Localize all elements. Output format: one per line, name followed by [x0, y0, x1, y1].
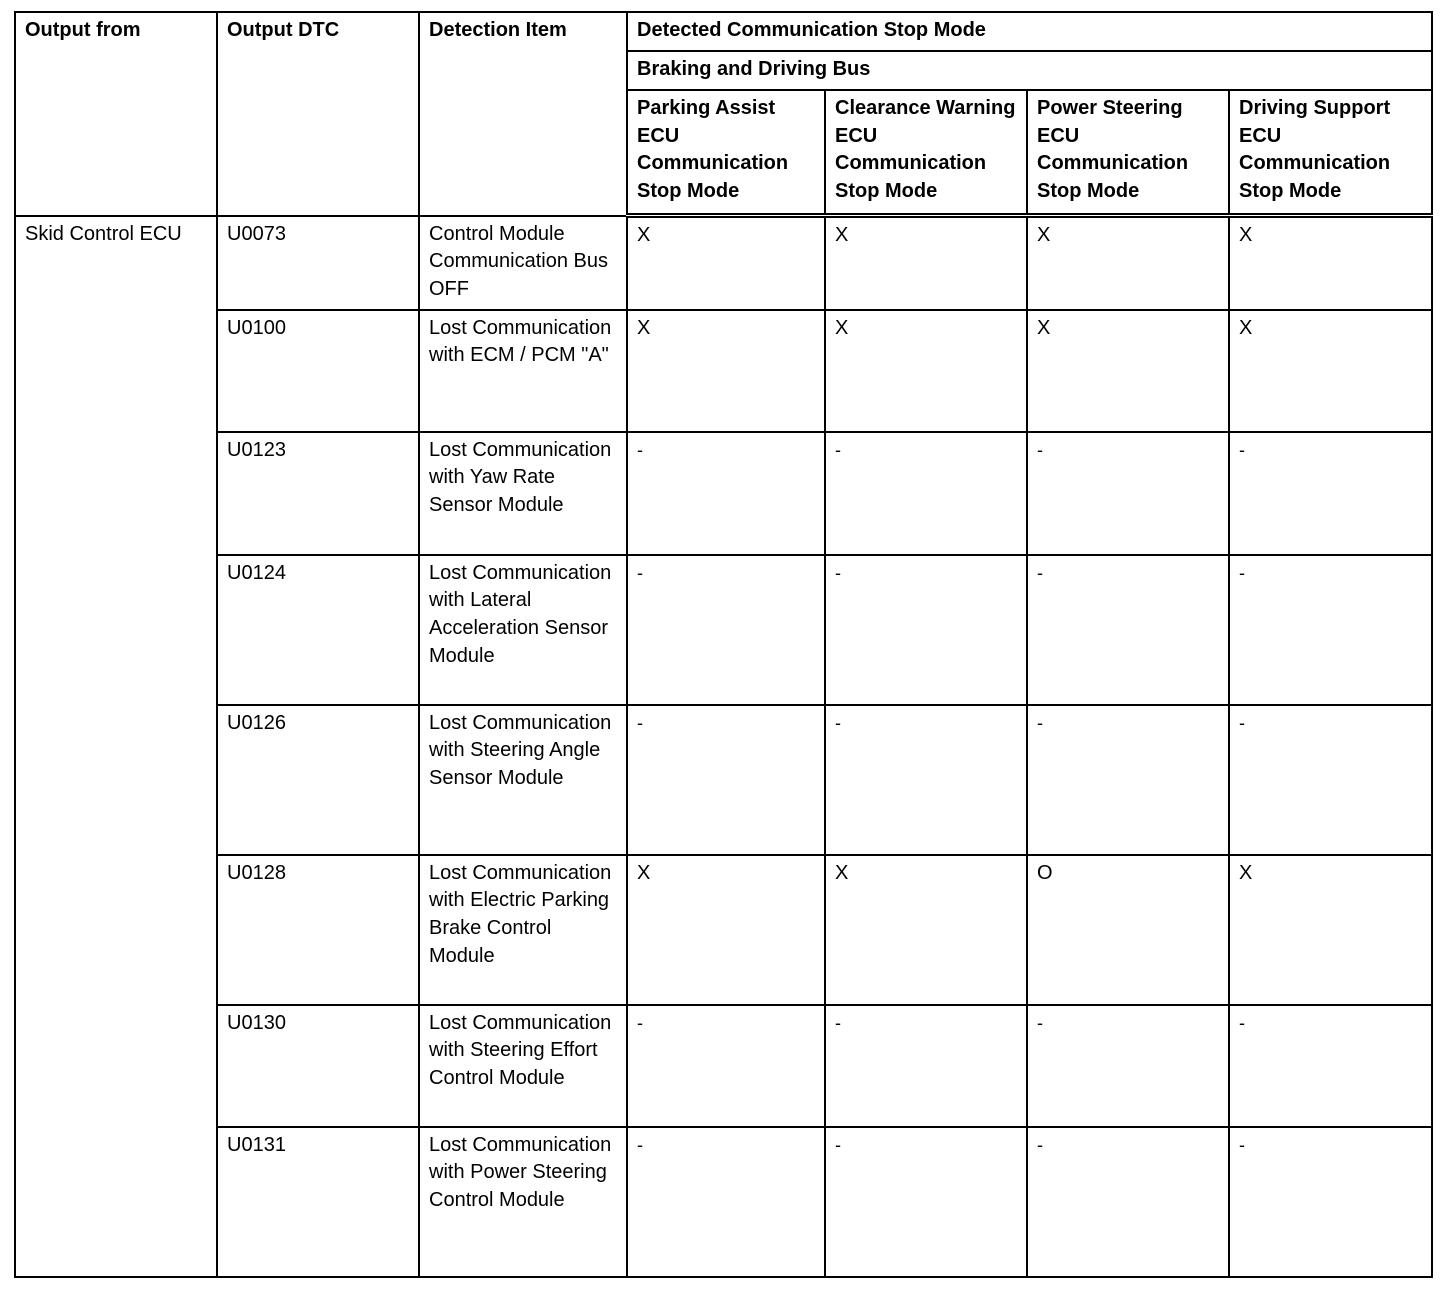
- detection-item: Lost Communication with Power Steering Control Module: [419, 1127, 627, 1277]
- header-detected-stop-mode: Detected Communication Stop Mode: [627, 12, 1432, 51]
- mark-cell: -: [1229, 1127, 1432, 1277]
- mark-cell: -: [1229, 555, 1432, 705]
- mark-cell: -: [1027, 705, 1229, 855]
- detection-item: Lost Communication with ECM / PCM "A": [419, 310, 627, 432]
- detection-item: Lost Communication with Lateral Acceleration Sensor Module: [419, 555, 627, 705]
- header-output-from: Output from: [15, 12, 217, 216]
- detection-item: Lost Communication with Steering Effort Control Module: [419, 1005, 627, 1127]
- table-row: [15, 216, 1432, 310]
- header-driving-support: Driving Support ECU Communication Stop Mode: [1229, 90, 1432, 216]
- header-parking-assist: Parking Assist ECU Communication Stop Mode: [627, 90, 825, 216]
- detection-item: Lost Communication with Steering Angle Sensor Module: [419, 705, 627, 855]
- header-detection-item: Detection Item: [419, 12, 627, 216]
- mark-cell: O: [1027, 855, 1229, 1005]
- mark-cell: X: [627, 216, 825, 310]
- mark-cell: -: [825, 1127, 1027, 1277]
- dtc-code: U0100: [217, 310, 419, 432]
- mark-cell: -: [1229, 705, 1432, 855]
- detection-item: Lost Communication with Yaw Rate Sensor Module: [419, 432, 627, 555]
- header-output-dtc: Output DTC: [217, 12, 419, 216]
- mark-cell: X: [825, 855, 1027, 1005]
- mark-cell: -: [1027, 1127, 1229, 1277]
- mark-cell: -: [627, 432, 825, 555]
- mark-cell: -: [627, 705, 825, 855]
- mark-cell: X: [1027, 216, 1229, 310]
- table-row: [15, 432, 1432, 555]
- dtc-code: U0128: [217, 855, 419, 1005]
- table-row: [15, 555, 1432, 705]
- mark-cell: X: [1027, 310, 1229, 432]
- mark-cell: -: [825, 1005, 1027, 1127]
- detection-item: Control Module Communication Bus OFF: [419, 216, 627, 310]
- mark-cell: X: [627, 855, 825, 1005]
- dtc-code: U0123: [217, 432, 419, 555]
- dtc-code: U0130: [217, 1005, 419, 1127]
- mark-cell: -: [627, 555, 825, 705]
- dtc-table: [14, 11, 1433, 1278]
- mark-cell: X: [825, 310, 1027, 432]
- mark-cell: -: [1229, 1005, 1432, 1127]
- table-row: [15, 855, 1432, 1005]
- mark-cell: X: [825, 216, 1027, 310]
- header-braking-driving-bus: Braking and Driving Bus: [627, 51, 1432, 90]
- mark-cell: X: [1229, 855, 1432, 1005]
- table-row: [15, 1127, 1432, 1277]
- header-power-steering: Power Steering ECU Communication Stop Mode: [1027, 90, 1229, 216]
- mark-cell: -: [627, 1005, 825, 1127]
- output-from-cell: Skid Control ECU: [15, 216, 217, 1277]
- mark-cell: -: [1027, 555, 1229, 705]
- mark-cell: -: [825, 555, 1027, 705]
- dtc-code: U0073: [217, 216, 419, 310]
- mark-cell: -: [1229, 432, 1432, 555]
- table-row: [15, 705, 1432, 855]
- mark-cell: -: [1027, 1005, 1229, 1127]
- detection-item: Lost Communication with Electric Parking Brake Control Module: [419, 855, 627, 1005]
- header-clearance-warning: Clearance Warning ECU Communication Stop Mode: [825, 90, 1027, 216]
- mark-cell: -: [627, 1127, 825, 1277]
- dtc-code: U0124: [217, 555, 419, 705]
- mark-cell: -: [825, 432, 1027, 555]
- mark-cell: X: [1229, 216, 1432, 310]
- dtc-code: U0126: [217, 705, 419, 855]
- mark-cell: -: [825, 705, 1027, 855]
- mark-cell: X: [1229, 310, 1432, 432]
- table-row: [15, 310, 1432, 432]
- table-row: [15, 1005, 1432, 1127]
- dtc-code: U0131: [217, 1127, 419, 1277]
- mark-cell: X: [627, 310, 825, 432]
- mark-cell: -: [1027, 432, 1229, 555]
